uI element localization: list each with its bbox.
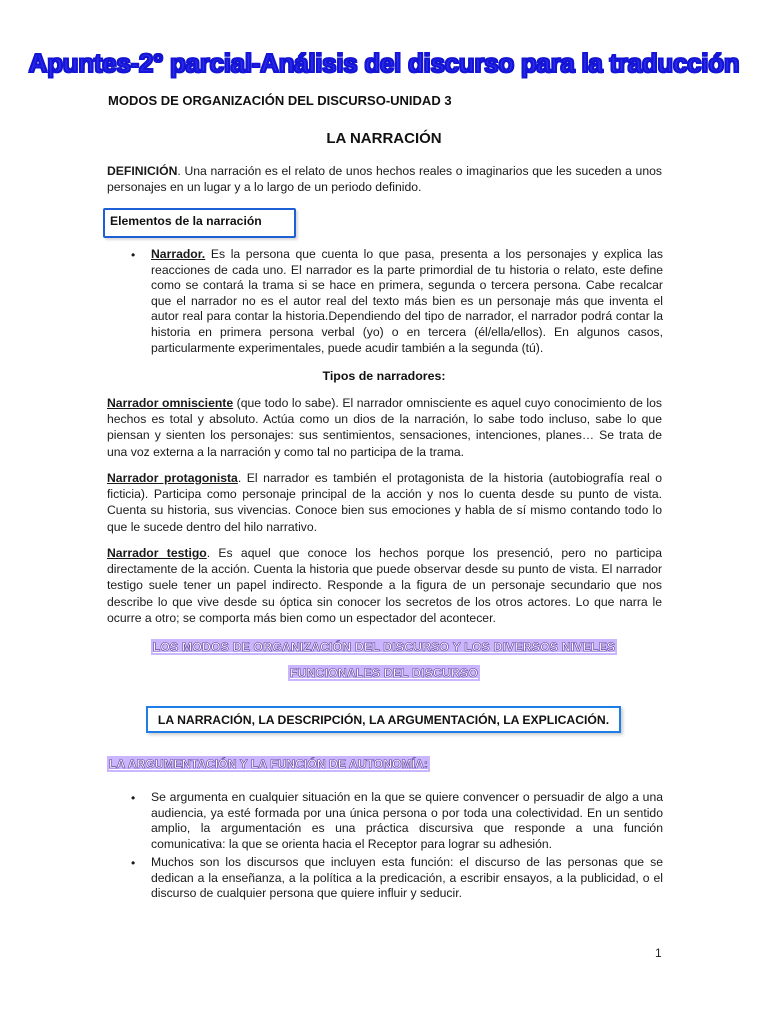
narrador-label: Narrador. [151,247,206,261]
argumentation-bullet-2: Muchos son los discursos que incluyen esta función: el discurso de las personas que se dedican a la enseñanza, a la política a la predicación, a escribir ensayos, a la publicidad, o el discurso de cualquier persona que quiere influir y seducir. [151,855,663,901]
argumentation-bullet-1: Se argumenta en cualquier situación en la que se quiere convencer o persuadir de algo a una audiencia, ya esté formada por una única persona o por toda una colectividad. En un sentido amplio, la argumentación es una práctica discursiva que responde a una función comunicativa: la que se orienta hacia el Receptor para lograr su adhesión. [151,790,663,851]
types-title: Tipos de narradores: [322,369,446,383]
type-paragraph-omnisciente: Narrador omnisciente (que todo lo sabe). El narrador omnisciente es aquel cuyo conocimiento de los hechos es total y absoluto. Actúa como un dios de la narración, lo sabe todo incluso, sabe lo que piensan y sienten los personajes: sus sentimientos, sensaciones, intenciones, planes… Se trata de una voz externa a la narración y como tal no participa de la trama. [107,396,662,459]
bullet-icon: • [131,856,136,870]
bullet-icon: • [131,248,136,262]
modes-heading-line2: FUNCIONALES DEL DISCURSO [289,666,479,680]
unit-subtitle: MODOS DE ORGANIZACIÓN DEL DISCURSO-UNIDAD 3 [108,93,452,108]
definition-paragraph: DEFINICIÓN. Una narración es el relato de unos hechos reales o imaginarios que les suceden a unos personajes en un lugar y a lo largo de un periodo definido. [107,164,662,195]
section-title: LA NARRACIÓN [326,130,442,147]
modes-box: LA NARRACIÓN, LA DESCRIPCIÓN, LA ARGUMENTACIÓN, LA EXPLICACIÓN. [146,706,621,733]
bullet-icon: • [131,791,136,805]
elements-box: Elementos de la narración [103,208,296,238]
type-paragraph-testigo: Narrador testigo. Es aquel que conoce los hechos porque los presenció, pero no participa directamente de la acción. Cuenta la historia que puede observar desde su punto de vista. El narrador testigo suele tener un papel indirecto. Responde a la figura de un personaje secundario que nos describe lo que vive desde su óptica sin conocer los secretos de los otros actores. Lo que narra le ocurre a otro; se comporta más bien como un espectador del acontecer. [107,546,663,625]
document-title: Apuntes-2° parcial-Análisis del discurso para la traducción [28,48,740,78]
argumentation-title: LA ARGUMENTACIÓN Y LA FUNCIÓN DE AUTONOMÍA: [109,757,428,771]
modes-heading-line1: LOS MODOS DE ORGANIZACIÓN DEL DISCURSO Y LOS DIVERSOS NIVELES [152,640,616,654]
narrador-paragraph: Narrador. Es la persona que cuenta lo que pasa, presenta a los personajes y explica las reacciones de cada uno. El narrador es la parte primordial de tu historia o relato, este define como se contará la trama si se hace en primera, segunda o tercera persona. Cabe recalcar que el narrador no es el autor real del texto más bien es un personaje más que inventa el autor real para contar la historia.Dependiendo del tipo de narrador, el narrador podrá contar la historia en primera persona verbal (yo) o en tercera (él/ella/ellos). En algunos casos, particularmente experimentales, puede acudir también a la segunda (tú). [151,247,663,355]
definition-label: DEFINICIÓN [107,164,178,178]
page-number: 1 [655,946,662,960]
type-paragraph-protagonista: Narrador protagonista. El narrador es también el protagonista de la historia (autobiografía real o ficticia). Participa como personaje principal de la acción y nos lo cuenta desde su punto de vista. Cuenta su historia, sus vivencias. Conoce bien sus emociones y habla de sí mismo contando todo lo que le sucede dentro del hilo narrativo. [107,471,663,534]
